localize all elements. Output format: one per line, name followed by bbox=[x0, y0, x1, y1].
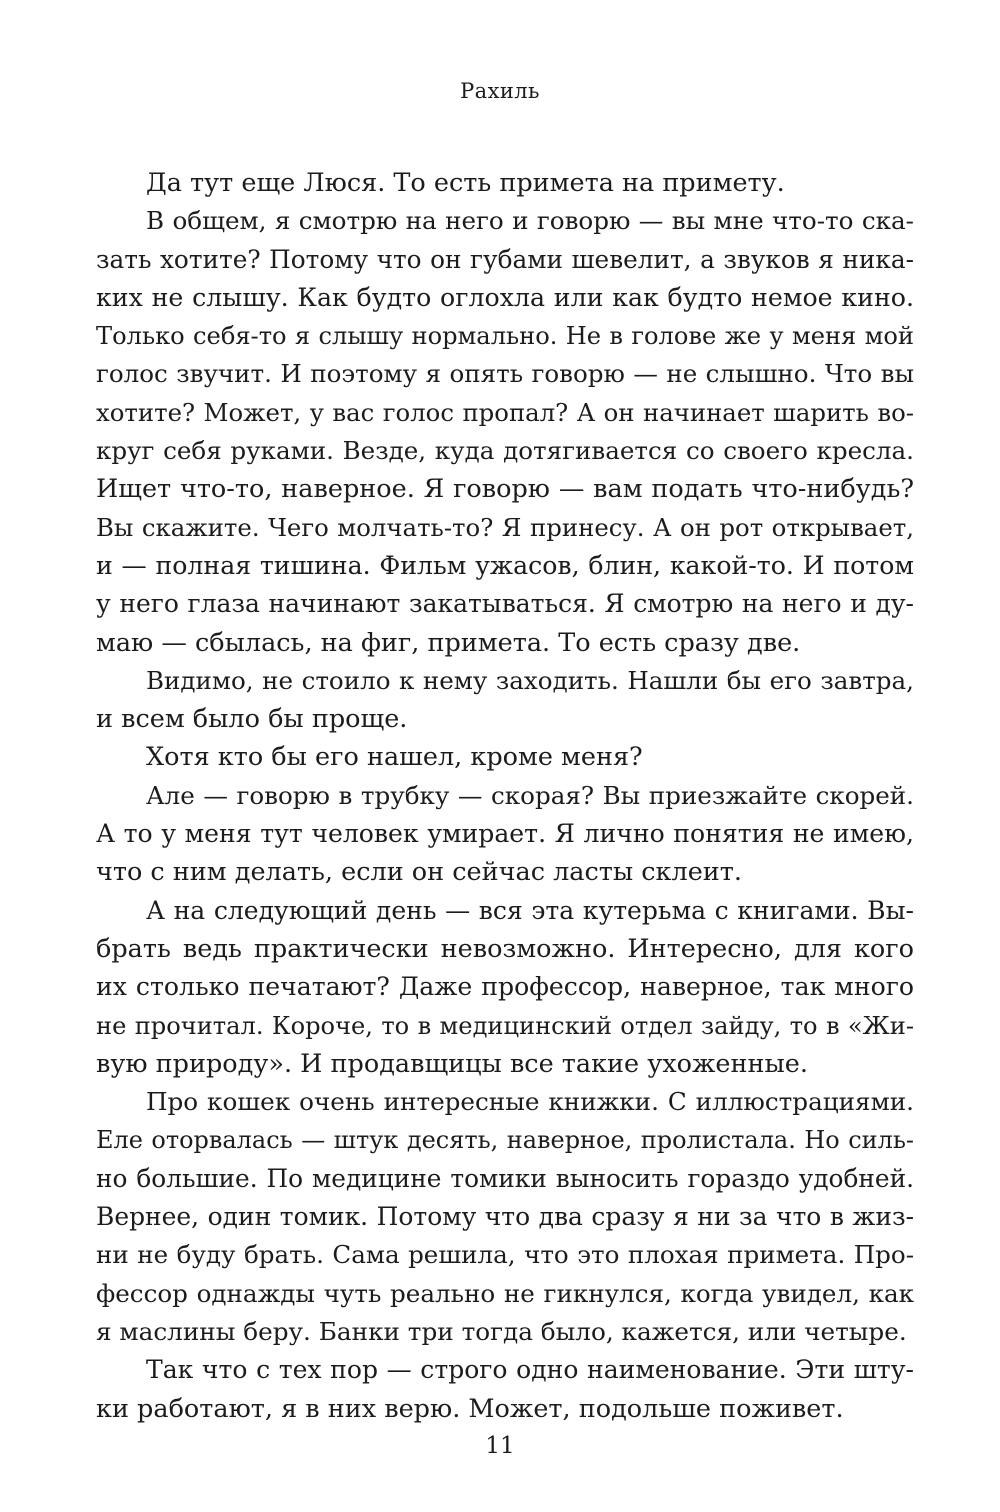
text-line: Ищет что-то, наверное. Я говорю — вам подать что-нибудь? bbox=[96, 474, 914, 505]
text-line: голос звучит. И поэтому я опять говорю — не слышно. Что вы bbox=[96, 359, 914, 389]
body-text bbox=[96, 164, 914, 1428]
text-line: хотите? Может, у вас голос пропал? А он начинает шарить во- bbox=[96, 397, 914, 427]
text-line: Вы скажите. Чего молчать-то? Я принесу. А он рот открывает, bbox=[96, 512, 914, 542]
text-line: зать хотите? Потому что он губами шевелит, а звуков я ника- bbox=[96, 244, 914, 274]
text-line: А на следующий день — вся эта кутерьма с книгами. Вы- bbox=[146, 895, 914, 925]
running-title: Рахиль bbox=[460, 79, 540, 103]
text-line: маю — сбылась, на фиг, примета. То есть сразу две. bbox=[96, 627, 801, 658]
text-line: Але — говорю в трубку — скорая? Вы приезжайте скорей. bbox=[146, 780, 914, 810]
text-line: В общем, я смотрю на него и говорю — вы мне что-то ска- bbox=[146, 206, 914, 236]
text-line: Еле оторвалась — штук десять, наверное, пролистала. Но силь- bbox=[96, 1126, 914, 1155]
text-line: и всем было бы проще. bbox=[96, 704, 408, 735]
text-line: у него глаза начинают закатываться. Я смотрю на него и ду- bbox=[96, 589, 914, 619]
text-line: А то у меня тут человек умирает. Я лично понятия не имею, bbox=[96, 819, 914, 849]
text-line: круг себя руками. Везде, куда дотягивается со своего кресла. bbox=[96, 436, 914, 466]
text-line: не прочитал. Короче, то в медицинский отдел зайду, то в «Жи- bbox=[96, 1011, 914, 1040]
text-line: Да тут еще Люся. То есть примета на примету. bbox=[146, 168, 785, 198]
text-line: ки работают, я в них верю. Может, подольше поживет. bbox=[96, 1393, 844, 1424]
text-line: Вернее, один томик. Потому что два сразу я ни за что в жиз- bbox=[96, 1202, 914, 1232]
text-line: их столько печатают? Даже профессор, наверное, так много bbox=[96, 972, 914, 1002]
text-line: вую природу». И продавщицы все такие ухоженные. bbox=[96, 1048, 808, 1079]
text-line: и — полная тишина. Фильм ужасов, блин, какой-то. И потом bbox=[96, 550, 914, 580]
text-line: Хотя кто бы его нашел, кроме меня? bbox=[146, 742, 643, 773]
text-line: Только себя-то я слышу нормально. Не в голове же у меня мой bbox=[96, 322, 914, 351]
text-line: я маслины беру. Банки три тогда было, кажется, или четыре. bbox=[96, 1316, 907, 1346]
text-line: Видимо, не стоило к нему заходить. Нашли бы его завтра, bbox=[146, 665, 914, 695]
text-line: Про кошек очень интересные книжки. С иллюстрациями. bbox=[146, 1087, 914, 1117]
text-line: но большие. По медицине томики выносить гораздо удобней. bbox=[96, 1163, 914, 1193]
text-line: что с ним делать, если он сейчас ласты склеит. bbox=[96, 857, 742, 888]
text-line: брать ведь практически невозможно. Интересно, для кого bbox=[96, 933, 914, 964]
text-line: фессор однажды чуть реально не гикнулся, когда увидел, как bbox=[96, 1278, 914, 1308]
text-line: Так что с тех пор — строго одно наименование. Эти шту- bbox=[146, 1355, 914, 1385]
text-line: ни не буду брать. Сама решила, что это плохая примета. Про- bbox=[96, 1240, 914, 1270]
page-number: 11 bbox=[485, 1433, 515, 1459]
text-line: ких не слышу. Как будто оглохла или как будто немое кино. bbox=[96, 282, 914, 312]
